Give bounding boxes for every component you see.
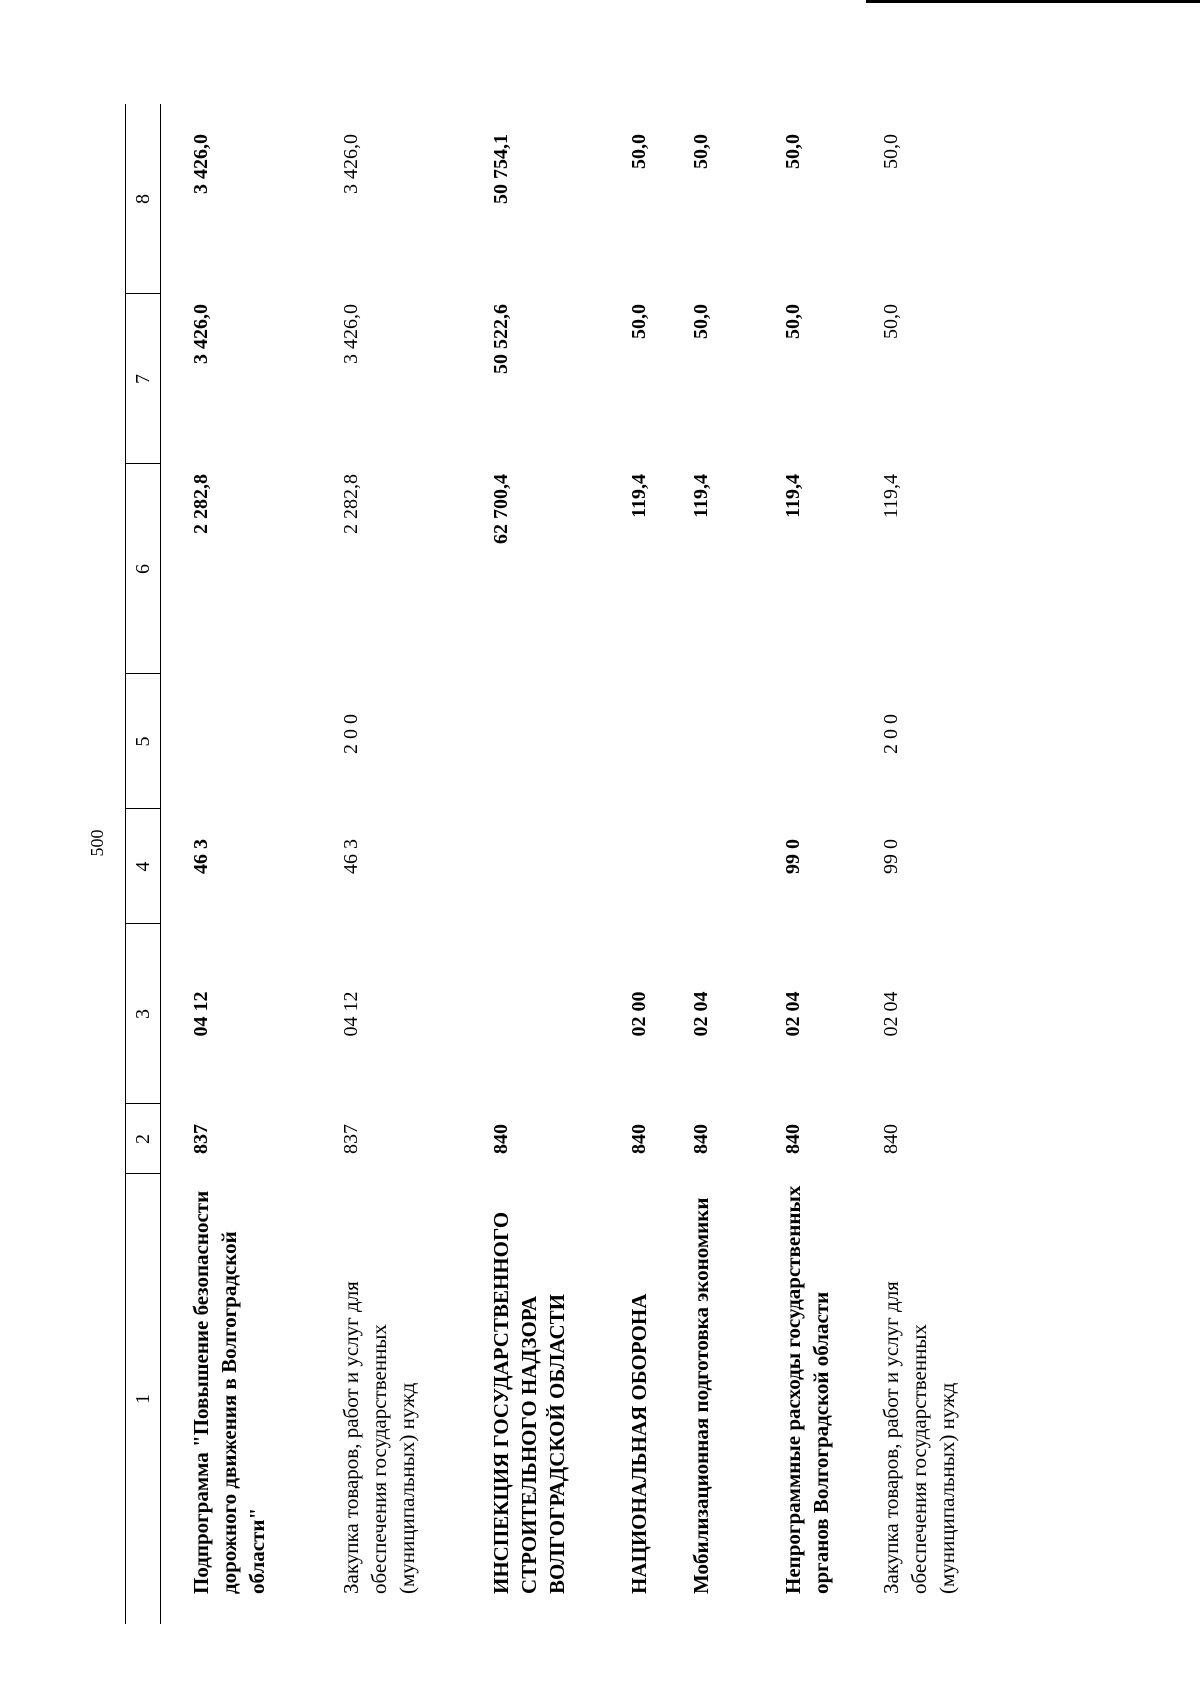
row-c6: 62 700,4 [490, 474, 512, 544]
row-c8: 3 426,0 [190, 134, 212, 194]
row-c8: 50 754,1 [490, 134, 512, 204]
row-c5: 2 0 0 [340, 714, 362, 754]
table-row [779, 104, 879, 1624]
header-col-3: 3 [132, 1009, 154, 1019]
table-row [187, 104, 317, 1624]
row-c5: 2 0 0 [880, 714, 902, 754]
budget-table [125, 104, 1005, 1624]
header-col-7: 7 [132, 374, 154, 384]
table-row [337, 104, 467, 1624]
row-c2: 840 [628, 1124, 650, 1154]
row-c8: 50,0 [880, 134, 902, 169]
table-row [687, 104, 757, 1624]
row-c2: 840 [690, 1124, 712, 1154]
row-name: Мобилизационная подготовка экономики [689, 1197, 713, 1594]
row-c3: 02 04 [782, 991, 804, 1037]
header-col-8: 8 [132, 194, 154, 204]
row-c4: 46 3 [190, 839, 212, 874]
row-c7: 3 426,0 [340, 304, 362, 364]
row-c3: 04 12 [340, 991, 362, 1037]
table-row [625, 104, 665, 1624]
table-row [877, 104, 1005, 1624]
row-c2: 837 [340, 1124, 362, 1154]
row-c4: 99 0 [782, 839, 804, 874]
row-c3: 02 04 [880, 991, 902, 1037]
row-c2: 837 [190, 1124, 212, 1154]
row-c3: 04 12 [190, 991, 212, 1037]
row-c7: 50,0 [880, 304, 902, 339]
table-header [125, 104, 161, 1624]
row-c6: 119,4 [628, 474, 650, 518]
page-number: 500 [87, 829, 107, 857]
row-c7: 50,0 [628, 304, 650, 339]
row-c7: 50,0 [782, 304, 804, 339]
row-c7: 50 522,6 [490, 304, 512, 374]
row-name: Закупка товаров, работ и услуг для обеспечения государственных (муниципальных) нужд [339, 1281, 419, 1594]
row-c2: 840 [782, 1124, 804, 1154]
row-c6: 119,4 [782, 474, 804, 518]
row-name: ИНСПЕКЦИЯ ГОСУДАРСТВЕННОГО СТРОИТЕЛЬНОГО НАДЗОРА ВОЛГОГРАДСКОЙ ОБЛАСТИ [489, 1211, 569, 1594]
row-c7: 3 426,0 [190, 304, 212, 364]
row-c4: 46 3 [340, 839, 362, 874]
row-c8: 50,0 [782, 134, 804, 169]
row-c7: 50,0 [690, 304, 712, 339]
row-c8: 3 426,0 [340, 134, 362, 194]
header-col-5: 5 [132, 736, 154, 747]
row-name: Закупка товаров, работ и услуг для обеспечения государственных (муниципальных) нужд [879, 1281, 959, 1594]
top-edge-line [866, 0, 1200, 3]
row-c2: 840 [880, 1124, 902, 1154]
row-c6: 2 282,8 [190, 474, 212, 534]
table-row [487, 104, 597, 1624]
header-col-2: 2 [132, 1134, 154, 1144]
row-name: Подпрограмма "Повышение безопасности дорожного движения в Волгоградской области" [189, 1190, 269, 1594]
row-c6: 119,4 [690, 474, 712, 518]
header-col-1: 1 [132, 1394, 154, 1404]
header-col-4: 4 [132, 861, 154, 872]
row-c3: 02 04 [690, 991, 712, 1037]
row-c6: 2 282,8 [340, 474, 362, 534]
row-name: НАЦИОНАЛЬНАЯ ОБОРОНА [627, 1293, 651, 1594]
row-c2: 840 [490, 1124, 512, 1154]
row-c8: 50,0 [690, 134, 712, 169]
row-c8: 50,0 [628, 134, 650, 169]
row-c6: 119,4 [880, 474, 902, 519]
row-c3: 02 00 [628, 991, 650, 1037]
row-name: Непрограммные расходы государственных органов Волгоградской области [781, 1185, 833, 1594]
row-c4: 99 0 [880, 839, 902, 874]
header-col-6: 6 [132, 564, 154, 574]
